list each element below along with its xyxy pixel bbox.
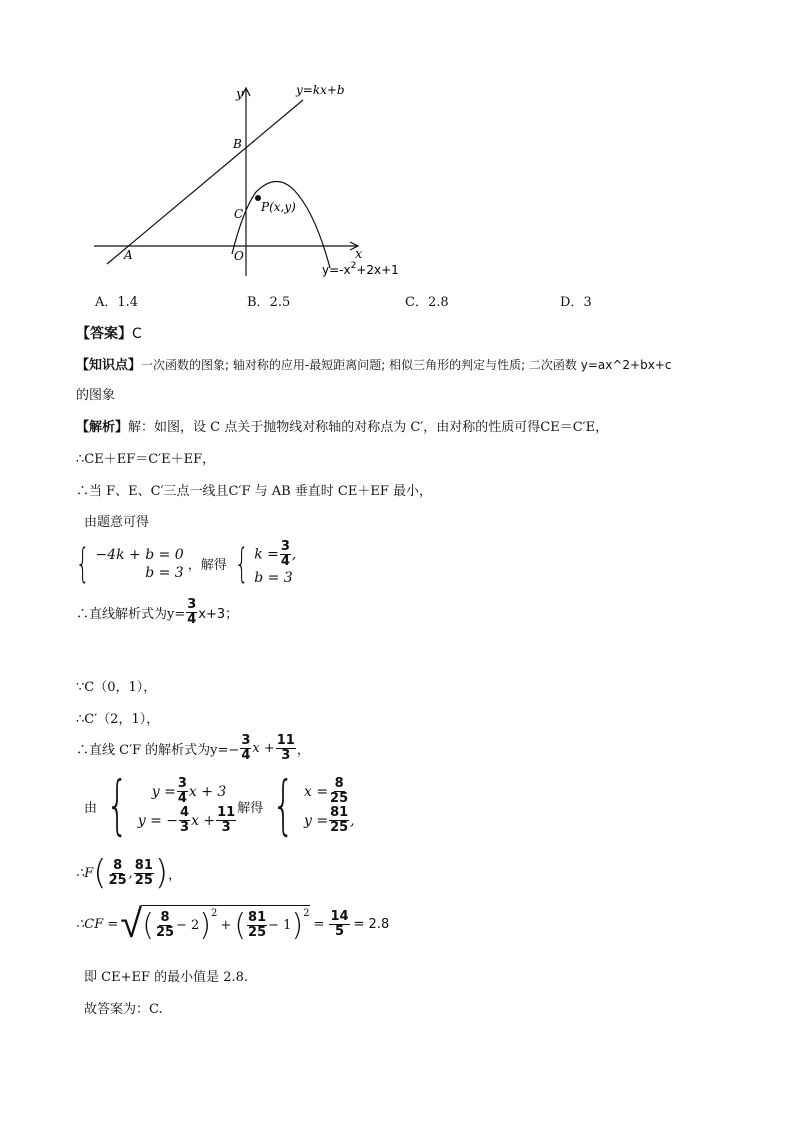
- analysis-line-7: ∵C（0，1），: [76, 680, 157, 695]
- point-a-label: A: [124, 248, 133, 262]
- equation-system-2: 由 { y = $\frac{3}{4}$ x + 3 y = − $\frac{4}{3}$ x + $\frac{11}{3}$ 解得 { x = $\frac{8}{25}$ y = $\frac{81}{25}$ ,: [84, 769, 355, 843]
- equation-system-1: { −4k + b = 0 b = 3 ，解得 { k = $\frac{3}{4}$ , b = 3: [75, 539, 297, 587]
- option-b: B．2.5: [247, 295, 291, 310]
- knowledge-text: 一次函数的图象; 轴对称的应用-最短距离问题; 相似三角形的判定与性质; 二次函数 y=ax^2+bx+c: [141, 358, 672, 372]
- analysis-line-12: ∴CF = √ ( $\frac{8}{25}$ − 2 ) 2 + ( $\frac{81}{25}$ − 1 ) 2 = $\frac{14}{5}$ = 2.8: [76, 901, 390, 947]
- answer-label: 【答案】: [76, 326, 132, 342]
- knowledge-line: [76, 354, 671, 373]
- option-d: D．3: [560, 295, 592, 310]
- origin-label: O: [234, 249, 244, 263]
- option-c: C．2.8: [405, 295, 449, 310]
- analysis-line-3: ∴当 F、E、C′三点一线且C′F 与 AB 垂直时 CE＋EF 最小，: [76, 484, 433, 499]
- analysis-line-14: 故答案为：C.: [84, 1002, 163, 1017]
- option-a: A．1.4: [95, 295, 139, 310]
- analysis-line-13: 即 CE+EF 的最小值是 2.8.: [84, 970, 249, 985]
- analysis-line-1: 【解析】解：如图，设 C 点关于抛物线对称轴的对称点为 C′，由对称的性质可得CE＝C′E，: [76, 420, 609, 435]
- function-graph-figure: [80, 78, 410, 293]
- x-axis-label: x: [355, 247, 363, 262]
- parabola-label: $y=-x^2+2x+1$: [322, 261, 399, 277]
- line-label: y=kx+b: [296, 83, 345, 97]
- point-p-label: P(x,y): [261, 200, 296, 214]
- analysis-line-8: ∴C′（2，1），: [76, 712, 160, 727]
- point-c-label: C: [234, 207, 244, 221]
- knowledge-label: 【知识点】: [76, 358, 142, 373]
- analysis-line-6: ∴直线解析式为y= $\frac{3}{4}$ x+3；: [76, 597, 239, 627]
- knowledge-text-2: 的图象: [76, 388, 116, 403]
- analysis-label: 【解析】: [76, 420, 129, 435]
- analysis-line-4: 由题意可得: [84, 515, 150, 530]
- analysis-line-9: ∴直线 C′F 的解析式为y=− $\frac{3}{4}$ x + $\frac{11}{3}$ ，: [76, 733, 310, 763]
- analysis-line-11: ∴F ( $\frac{8}{25}$ , $\frac{81}{25}$ ) ，: [76, 853, 182, 893]
- answer-line: [76, 323, 142, 343]
- point-b-label: B: [233, 137, 242, 151]
- y-axis-label: y: [236, 87, 244, 102]
- analysis-line-2: ∴CE＋EF＝C′E＋EF，: [76, 452, 216, 467]
- answer-value: C: [132, 326, 142, 342]
